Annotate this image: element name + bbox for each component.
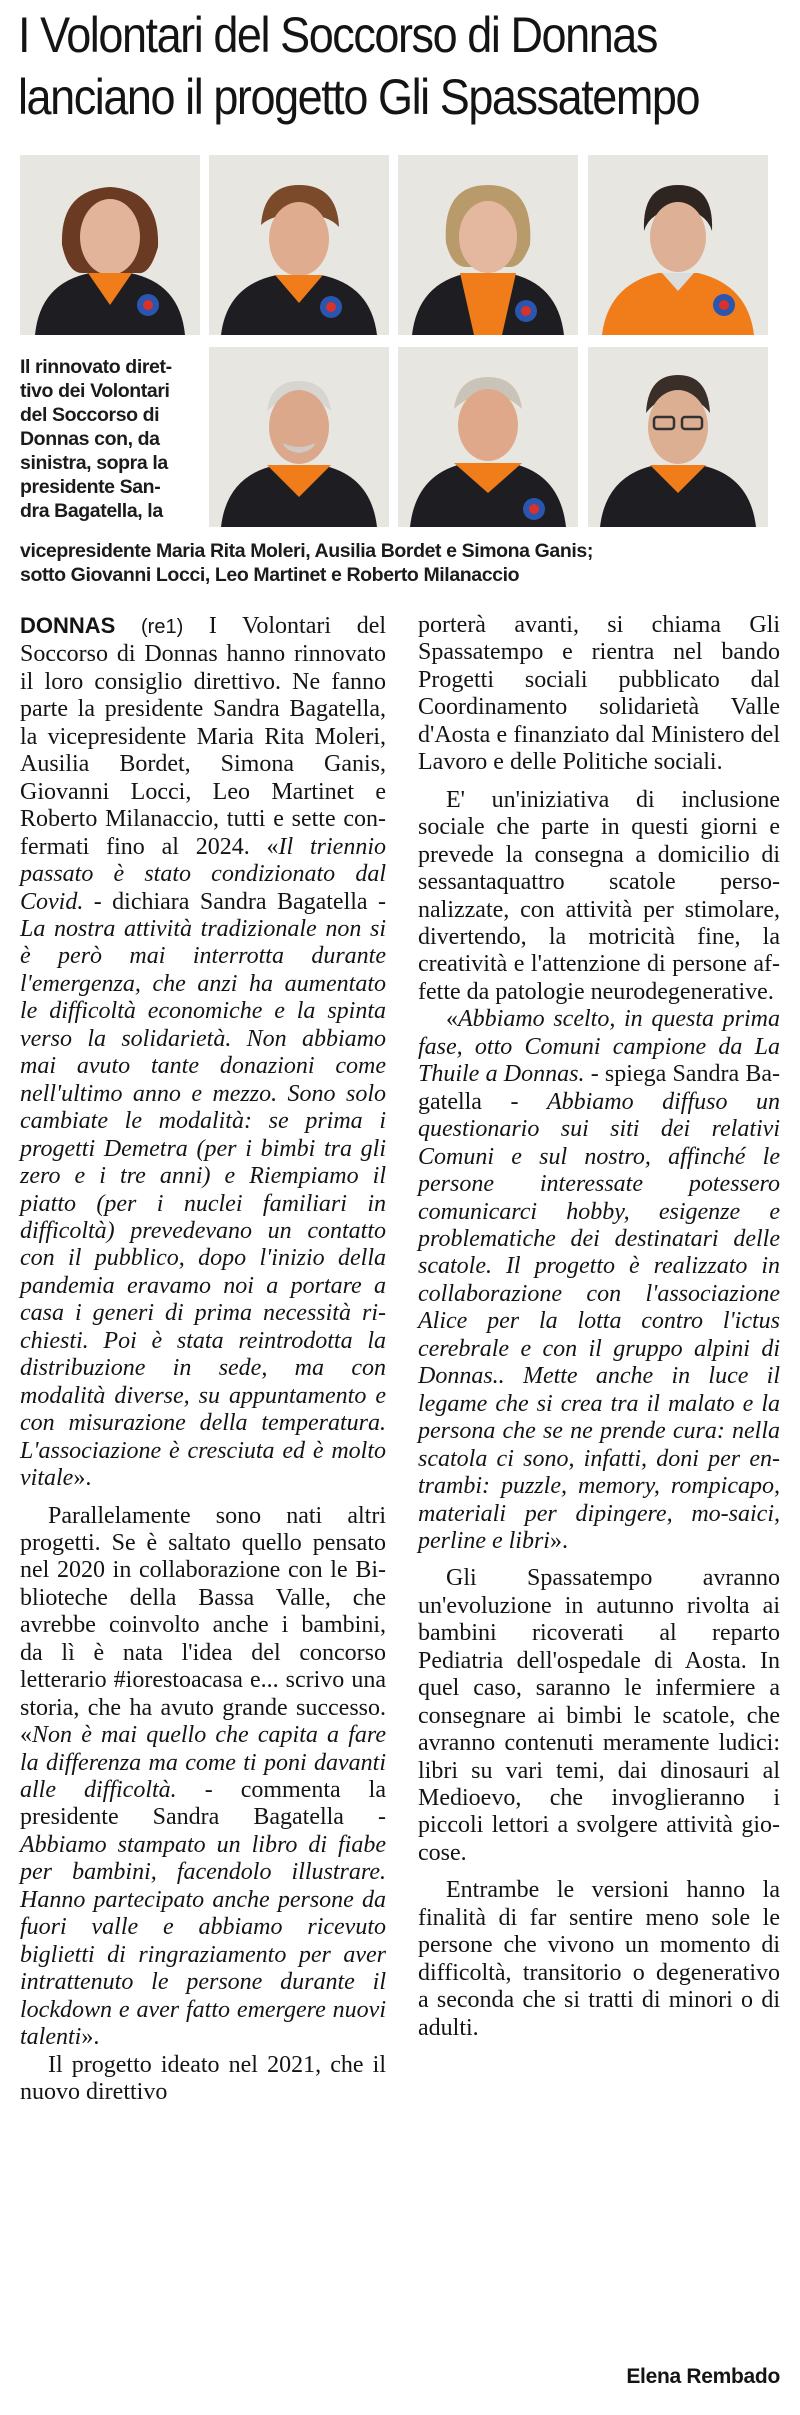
headline-line-2: lanciano il progetto Gli Spassatempo bbox=[18, 69, 700, 125]
article-column-left bbox=[20, 612, 386, 2106]
portrait-sandra-bagatella bbox=[20, 155, 200, 335]
article-column-right bbox=[418, 612, 780, 2042]
headline-line-1: I Volontari del Soccorso di Donnas bbox=[18, 7, 657, 63]
portrait-image bbox=[209, 155, 389, 335]
photo-caption-line: sotto Giovanni Locci, Leo Martinet e Roberto Milanaccio bbox=[20, 564, 520, 586]
article-paragraph: E' un'iniziativa di inclusione sociale che parte in questi giorni e prevede la consegna a domicilio di sessantaquattro scatole personalizzate, con attività per stimolare, divertendo, la motricità fine, la creatività e l'attenzione di persone affette da patologie neurodegenerative. bbox=[418, 786, 780, 1005]
photo-caption-block bbox=[20, 355, 202, 523]
caption-line: del Soccorso di bbox=[20, 404, 160, 426]
portrait-ausilia-bordet bbox=[398, 155, 578, 335]
portrait-simona-ganis bbox=[588, 155, 768, 335]
portrait-image bbox=[209, 347, 389, 527]
photo-caption-line: vicepresidente Maria Rita Moleri, Ausilia Bordet e Simona Ganis; bbox=[20, 540, 593, 562]
source-tag: (re1) bbox=[141, 616, 184, 638]
article-paragraph: Parallelamente sono nati altri progetti. Se è saltato quello pensato nel 2020 in collaborazione con le Biblioteche della Bassa Valle, che avrebbe coinvolto anche i bambini, da lì è nata l'idea del concorso letterario #iorestoacasa e... scrivo una storia, che ha avuto grande successo. «Non è mai quello che capita a fare la differenza ma come ti poni davanti alle difficoltà. - commenta la presidente Sandra Bagatella - Abbiamo stampato un libro di fiabe per bambini, facendolo illustrare. Hanno partecipato anche persone da fuori valle e abbiamo ricevuto biglietti di ringraziamento per aver intrattenuto le persone durante il lockdown e aver fatto emergere nuovi talenti». bbox=[20, 1502, 386, 2051]
article-paragraph: DONNAS (re1) I Volontari del Soccorso di Donnas hanno rinnovato il loro consiglio direttivo. Ne fanno parte la presidente Sandra Bagatella, la vicepresidente Maria Rita Moleri, Ausilia Bordet, Simona Ganis, Giovanni Locci, Leo Martinet e Roberto Milanaccio, tutti e sette confermati fino al 2024. «Il triennio passato è stato condizionato dal Covid. - dichiara Sandra Bagatella - La nostra attività tradizionale non si è però mai interrotta durante l'emergenza, che anzi ha aumentato le difficoltà economiche e la spinta verso la solidarietà. Non abbiamo mai avuto tante donazioni come nell'ultimo anno e mezzo. Sono solo cambiate le modalità: se prima i progetti Demetra (per i bimbi tra gli zero e i tre anni) e Riempiamo il piatto (per i nuclei familiari in difficoltà) prevedevano un contatto con il pubblico, dopo l'inizio della pandemia eravamo noi a portare a casa i generi di prima necessità richiesti. Poi è stata reintrodotta la distribuzione in sede, ma con modalità diverse, su appuntamento e con misurazione della temperatura. L'associazione è cresciuta ed è molto vitale». bbox=[20, 613, 387, 1492]
portrait-roberto-milanaccio bbox=[588, 347, 768, 527]
portrait-image bbox=[398, 155, 578, 335]
portrait-giovanni-locci bbox=[209, 347, 389, 527]
caption-line: dra Bagatella, la bbox=[20, 500, 163, 522]
portrait-image bbox=[398, 347, 578, 527]
author-byline: Elena Rembado bbox=[626, 2365, 780, 2388]
headline bbox=[18, 4, 711, 128]
portrait-image bbox=[588, 155, 768, 335]
caption-line: Il rinnovato diret- bbox=[20, 356, 172, 378]
portrait-image bbox=[588, 347, 768, 527]
article-paragraph: porterà avanti, si chiama Gli Spassatempo e rientra nel bando Progetti sociali pubblicato dal Coordinamento solidarietà Valle d'Aosta e finanziato dal Ministero del Lavoro e delle Politiche sociali. bbox=[418, 612, 780, 776]
article-paragraph: Gli Spassatempo avranno un'evoluzione in autunno rivolta ai bambini ricoverati al reparto Pediatria dell'ospedale di Aosta. In quel caso, saranno le infermiere a consegnare ai bimbi le scatole, che avranno contenuti meramente ludici: libri su vari temi, dai dinosauri al Medioevo, che invoglieranno i piccoli lettori a svolgere attività giocose. bbox=[418, 1565, 780, 1866]
portrait-image bbox=[20, 155, 200, 335]
article-paragraph: Entrambe le versioni hanno la finalità di far sentire meno sole le persone che vivono un momento di difficoltà, transitorio o degenerativo a seconda che si tratti di minori o di adulti. bbox=[418, 1877, 780, 2041]
portrait-maria-rita-moleri bbox=[209, 155, 389, 335]
portrait-leo-martinet bbox=[398, 347, 578, 527]
article-paragraph: «Abbiamo scelto, in questa prima fase, otto Comuni campione da La Thuile a Donnas. - spiega Sandra Bagatella - Abbiamo diffuso un questionario sui siti dei relativi Comuni e sul nostro, affinché le persone interessate potessero comunicarci hobby, esigenze e problematiche dei destinatari delle scatole. Il progetto è realizzato in collaborazione con l'associazione Alice per la lotta contro l'ictus cerebrale e con il gruppo alpini di Donnas.. Mette anche in luce il legame che si crea tra il malato e la persona che se ne prende cura: nella scatola ci sono, infatti, doni per entrambi: puzzle, memory, rompicapo, materiali per dipingere, mo-saici, perline e libri». bbox=[418, 1006, 780, 1554]
caption-line: sinistra, sopra la bbox=[20, 452, 168, 474]
article-paragraph: Il progetto ideato nel 2021, che il nuovo direttivo bbox=[20, 2051, 386, 2106]
caption-line: tivo dei Volontari bbox=[20, 380, 170, 402]
caption-line: Donnas con, da bbox=[20, 428, 160, 450]
dateline: DONNAS bbox=[20, 613, 116, 638]
caption-line: presidente San- bbox=[20, 476, 161, 498]
